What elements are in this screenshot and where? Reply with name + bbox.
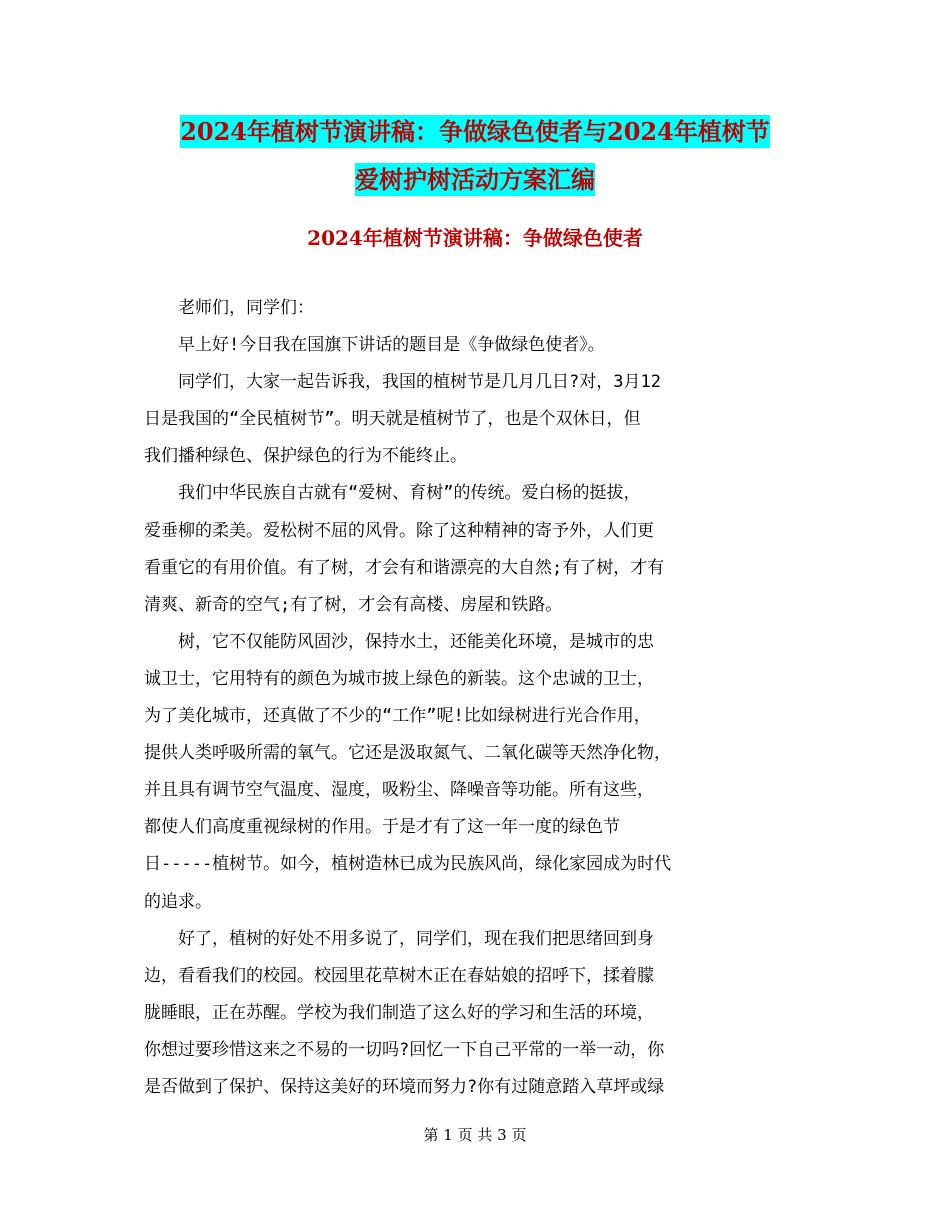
document-title-line-1: 2024年植树节演讲稿：争做绿色使者与2024年植树节 [180, 117, 770, 146]
document-title-line-2: 爱树护树活动方案汇编 [355, 165, 595, 194]
document-title [0, 108, 950, 204]
body-line: 边，看看我们的校园。校园里花草树木正在春姑娘的招呼下，揉着朦 [144, 965, 654, 986]
body-line: 是否做到了保护、保持这美好的环境而努力?你有过随意踏入草坪或绿 [144, 1076, 665, 1097]
body-line: 树，它不仅能防风固沙，保持水土，还能美化环境，是城市的忠 [144, 631, 654, 652]
body-line: 看重它的有用价值。有了树，才会有和谐漂亮的大自然;有了树，才有 [144, 557, 665, 578]
body-line: 的追求。 [144, 891, 212, 912]
body-line: 我们播种绿色、保护绿色的行为不能终止。 [144, 446, 467, 467]
body-line: 提供人类呼吸所需的氧气。它还是汲取氮气、二氧化碳等天然净化物， [144, 743, 671, 764]
body-line: 胧睡眼，正在苏醒。学校为我们制造了这么好的学习和生活的环境， [144, 1002, 654, 1023]
body-line: 爱垂柳的柔美。爱松树不屈的风骨。除了这种精神的寄予外，人们更 [144, 520, 654, 541]
document-body [144, 290, 806, 1106]
body-line: 为了美化城市，还真做了不少的“工作”呢!比如绿树进行光合作用， [144, 706, 651, 727]
page-footer: 第 1 页 共 3 页 [423, 1126, 527, 1144]
body-line: 老师们，同学们： [144, 298, 314, 318]
section-title: 2024年植树节演讲稿：争做绿色使者 [307, 226, 643, 250]
body-line: 并且具有调节空气温度、湿度，吸粉尘、降噪音等功能。所有这些， [144, 780, 654, 801]
body-line: 我们中华民族自古就有“爱树、育树”的传统。爱白杨的挺拔， [144, 483, 641, 504]
body-line: 诚卫士，它用特有的颜色为城市披上绿色的新装。这个忠诚的卫士， [144, 668, 654, 689]
body-line: 好了，植树的好处不用多说了，同学们，现在我们把思绪回到身 [144, 928, 654, 949]
body-line: 日是我国的“全民植树节”。明天就是植树节了，也是个双休日，但 [144, 409, 641, 430]
body-line: 同学们，大家一起告诉我，我国的植树节是几月几日?对，3月12 [144, 372, 661, 393]
body-line: 早上好!今日我在国旗下讲话的题目是《争做绿色使者》。 [144, 335, 605, 356]
body-line: 都使人们高度重视绿树的作用。于是才有了这一年一度的绿色节 [144, 817, 620, 838]
body-line: 清爽、新奇的空气;有了树，才会有高楼、房屋和铁路。 [144, 594, 563, 615]
body-line: 日-----植树节。如今，植树造林已成为民族风尚，绿化家园成为时代 [144, 854, 672, 875]
body-line: 你想过要珍惜这来之不易的一切吗?回忆一下自己平常的一举一动，你 [144, 1039, 665, 1060]
